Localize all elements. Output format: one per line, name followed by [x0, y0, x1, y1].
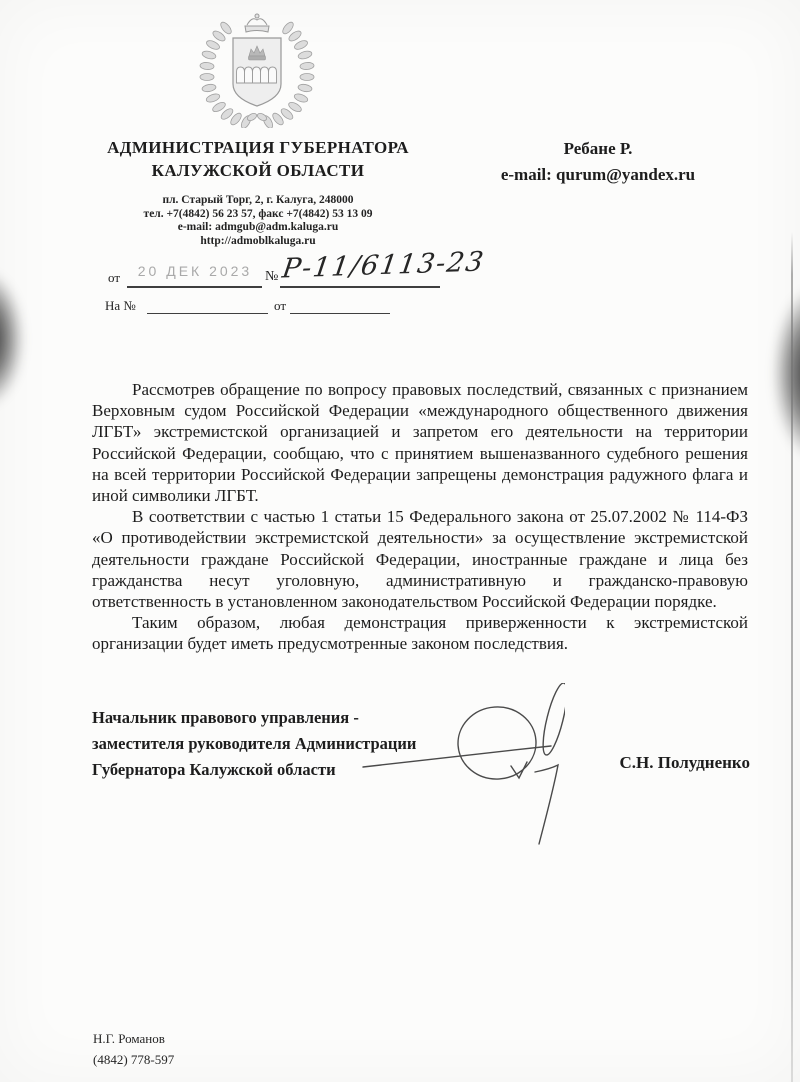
- reply-number-underline: [147, 313, 268, 314]
- recipient-name: Ребане Р.: [563, 139, 633, 158]
- date-underline: [127, 286, 262, 288]
- handwritten-signature: [355, 683, 565, 863]
- signer-name: С.Н. Полудненко: [619, 753, 750, 772]
- address-line: e-mail: admgub@adm.kaluga.ru: [177, 221, 339, 233]
- number-label: №: [265, 269, 279, 284]
- letterhead-block: [86, 136, 430, 248]
- signer-position-line1: Начальник правового управления -: [92, 708, 359, 727]
- photo-shadow-right: [756, 252, 800, 494]
- executor-phone: (4842) 778-597: [93, 1052, 175, 1067]
- number-underline: [280, 286, 440, 288]
- handwritten-outgoing-number: Р-11/6113-23: [280, 246, 487, 285]
- date-stamp: 20 ДЕК 2023: [137, 263, 253, 279]
- address-line: пл. Старый Торг, 2, г. Калуга, 248000: [162, 194, 354, 206]
- reply-date-underline: [290, 313, 390, 314]
- body-paragraph-2: В соответствии с частью 1 статьи 15 Федерального закона от 25.07.2002 № 114-ФЗ «О противодействии экстремистской деятельности» за осуществление экстремистской деятельности граждане Российской Федерации, иностранные граждане и лица без гражданства несут уголовную, административную и гражданско-правовую ответственность в установленном законодательством Российской Федерации порядке.: [92, 507, 748, 612]
- signer-position-line3: Губернатора Калужской области: [92, 760, 336, 779]
- reply-from-label: от: [274, 298, 287, 313]
- kaluga-coat-of-arms-icon: [192, 12, 322, 128]
- wavy-band-icon: [237, 67, 277, 83]
- signer-position-line2: заместителя руководителя Администрации: [92, 734, 417, 753]
- address-line: http://admoblkaluga.ru: [200, 234, 316, 247]
- executor-name: Н.Г. Романов: [93, 1031, 165, 1046]
- photo-shadow-left: [0, 243, 40, 435]
- letter-body: [92, 379, 748, 655]
- executor-block: [93, 1028, 174, 1070]
- org-name-line2: КАЛУЖСКОЙ ОБЛАСТИ: [151, 161, 365, 180]
- recipient-email: e-mail: qurum@yandex.ru: [500, 165, 696, 184]
- reply-number-label: На №: [105, 298, 136, 313]
- top-crown-icon: [245, 14, 269, 32]
- org-address-block: [86, 194, 430, 248]
- from-label: от: [108, 270, 121, 285]
- body-paragraph-1: Рассмотрев обращение по вопросу правовых последствий, связанных с признанием Верховным судом Российской Федерации «международного общественного движения ЛГБТ» экстремистской организацией и запретом его деятельности на территории Российской Федерации, сообщаю, что с принятием вышеназванного судебного решения на всей территории Российской Федерации запрещены демонстрация радужного флага и иной символики ЛГБТ.: [92, 380, 748, 506]
- body-paragraph-3: Таким образом, любая демонстрация приверженности к экстремистской организации будет иметь предусмотренные законом последствия.: [92, 613, 748, 654]
- recipient-block: [448, 136, 748, 188]
- address-line: тел. +7(4842) 56 23 57, факс +7(4842) 53 13 09: [143, 207, 373, 220]
- scan-edge-line: [791, 232, 793, 1082]
- org-name-line1: АДМИНИСТРАЦИЯ ГУБЕРНАТОРА: [107, 138, 409, 157]
